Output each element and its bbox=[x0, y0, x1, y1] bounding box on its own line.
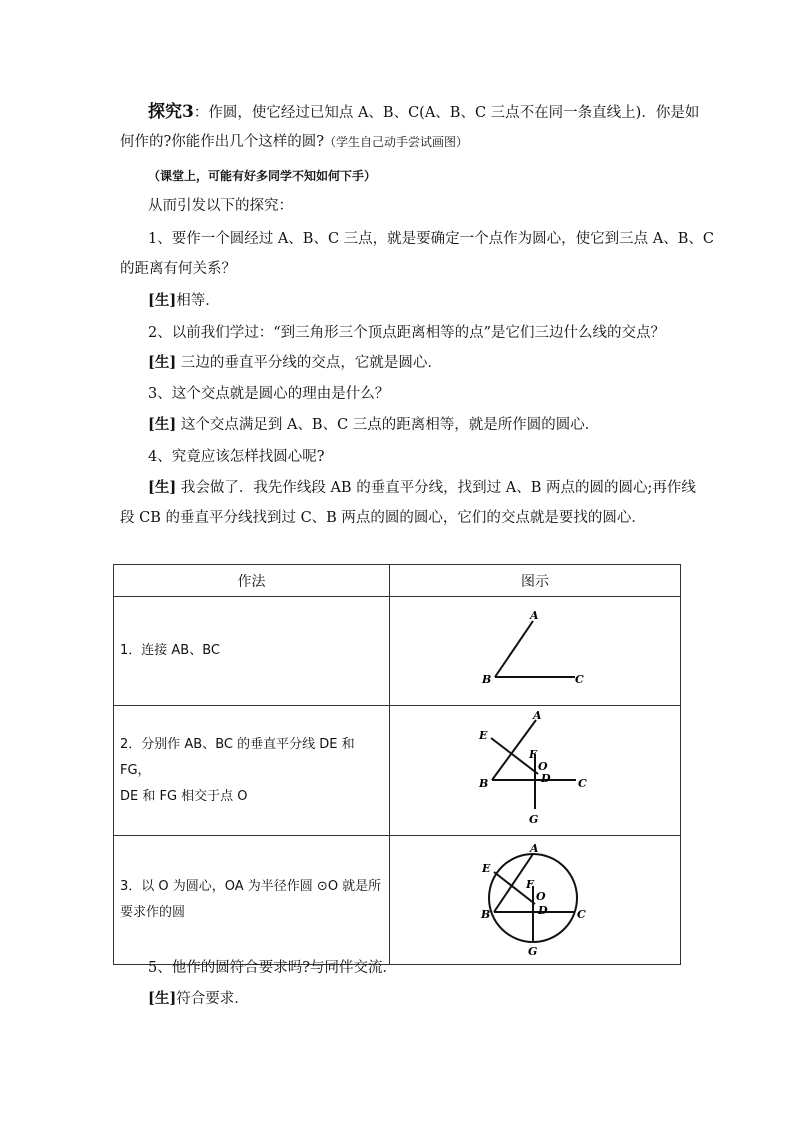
label-b: B bbox=[479, 777, 489, 790]
step-line: 1．连接 AB、BC bbox=[120, 643, 220, 658]
label-d: D bbox=[538, 904, 548, 917]
label-g: G bbox=[528, 945, 538, 958]
answer-4-text-1: 我会做了．我先作线段 AB 的垂直平分线，找到过 A、B 两点的圆的圆心;再作线 bbox=[176, 480, 696, 496]
table-header-row bbox=[114, 565, 681, 597]
question-1-line-2: 的距离有何关系？ bbox=[120, 261, 236, 277]
student-tag: [生] bbox=[148, 292, 177, 309]
label-g: G bbox=[529, 813, 539, 826]
label-c: C bbox=[575, 673, 584, 686]
question-4: 4、究竟应该怎样找圆心呢? bbox=[148, 449, 325, 465]
answer-1 bbox=[148, 291, 708, 311]
answer-2 bbox=[148, 353, 708, 373]
step-line: 2．分别作 AB、BC 的垂直平分线 DE 和 FG， bbox=[120, 736, 355, 778]
intro-text-1: ：作圆，使它经过已知点 A、B、C(A、B、C 三点不在同一条直线上)．你是如 bbox=[193, 105, 700, 121]
figure-3 bbox=[390, 836, 680, 960]
label-f: F bbox=[529, 748, 537, 761]
question-3: 3、这个交点就是圆心的理由是什么？ bbox=[148, 386, 390, 402]
label-a: A bbox=[530, 842, 539, 855]
label-b: B bbox=[481, 908, 491, 921]
classroom-note: （课堂上，可能有好多同学不知如何下手） bbox=[148, 169, 377, 183]
step-line: 要求作的圆 bbox=[120, 905, 186, 920]
table-row bbox=[114, 706, 681, 836]
step-1-figure bbox=[390, 597, 681, 706]
step-2-figure bbox=[390, 706, 681, 836]
student-tag: [生] bbox=[148, 990, 177, 1007]
intro-lead: 探究3 bbox=[148, 102, 194, 122]
answer-1-text: 相等． bbox=[176, 293, 220, 309]
label-f: F bbox=[526, 878, 534, 891]
step-1-text bbox=[114, 597, 390, 706]
step-line: 3．以 O 为圆心，OA 为半径作圆 ⊙O 就是所 bbox=[120, 879, 382, 894]
table-row bbox=[114, 597, 681, 706]
answer-2-text: 三边的垂直平分线的交点，它就是圆心． bbox=[176, 355, 442, 371]
figure-1 bbox=[390, 597, 680, 701]
intro-note: （学生自己动手尝试画图） bbox=[324, 135, 469, 149]
label-a: A bbox=[533, 709, 542, 722]
answer-5 bbox=[148, 989, 708, 1009]
table-row bbox=[114, 836, 681, 965]
student-tag: [生] bbox=[148, 354, 177, 371]
label-o: O bbox=[538, 760, 548, 773]
segment-ab bbox=[495, 621, 533, 677]
lead-in: 从而引发以下的探究： bbox=[148, 198, 293, 214]
label-b: B bbox=[482, 673, 492, 686]
header-method: 作法 bbox=[114, 565, 390, 597]
label-c: C bbox=[578, 777, 587, 790]
step-3-text bbox=[114, 836, 390, 965]
student-tag: [生] bbox=[148, 416, 177, 433]
student-tag: [生] bbox=[148, 479, 177, 496]
question-5: 5、他作的圆符合要求吗?与同伴交流． bbox=[148, 960, 397, 976]
answer-5-text: 符合要求． bbox=[176, 991, 249, 1007]
question-1-line-1: 1、要作一个圆经过 A、B、C 三点，就是要确定一个点作为圆心，使它到三点 A、B、C bbox=[148, 231, 714, 247]
question-2: 2、以前我们学过：“到三角形三个顶点距离相等的点”是它们三边什么线的交点？ bbox=[148, 325, 666, 341]
figure-2 bbox=[390, 706, 680, 831]
intro-text-2: 何作的?你能作出几个这样的圆? bbox=[120, 134, 325, 150]
intro-line-2 bbox=[120, 132, 680, 152]
step-line: DE 和 FG 相交于点 O bbox=[120, 788, 248, 804]
label-c: C bbox=[577, 908, 586, 921]
intro-line-1 bbox=[148, 102, 708, 123]
header-figure: 图示 bbox=[390, 565, 681, 597]
label-d: D bbox=[541, 772, 551, 785]
answer-4-line-2: 段 CB 的垂直平分线找到过 C、B 两点的圆的圆心，它们的交点就是要找的圆心． bbox=[120, 510, 646, 526]
construction-table bbox=[113, 564, 681, 965]
label-a: A bbox=[530, 609, 539, 622]
label-o: O bbox=[536, 890, 546, 903]
answer-3 bbox=[148, 415, 708, 435]
label-e: E bbox=[479, 729, 488, 742]
step-3-figure bbox=[390, 836, 681, 965]
answer-4-line-1 bbox=[148, 478, 708, 498]
answer-3-text: 这个交点满足到 A、B、C 三点的距离相等，就是所作圆的圆心． bbox=[176, 417, 600, 433]
label-e: E bbox=[482, 862, 491, 875]
step-2-text bbox=[114, 706, 390, 836]
